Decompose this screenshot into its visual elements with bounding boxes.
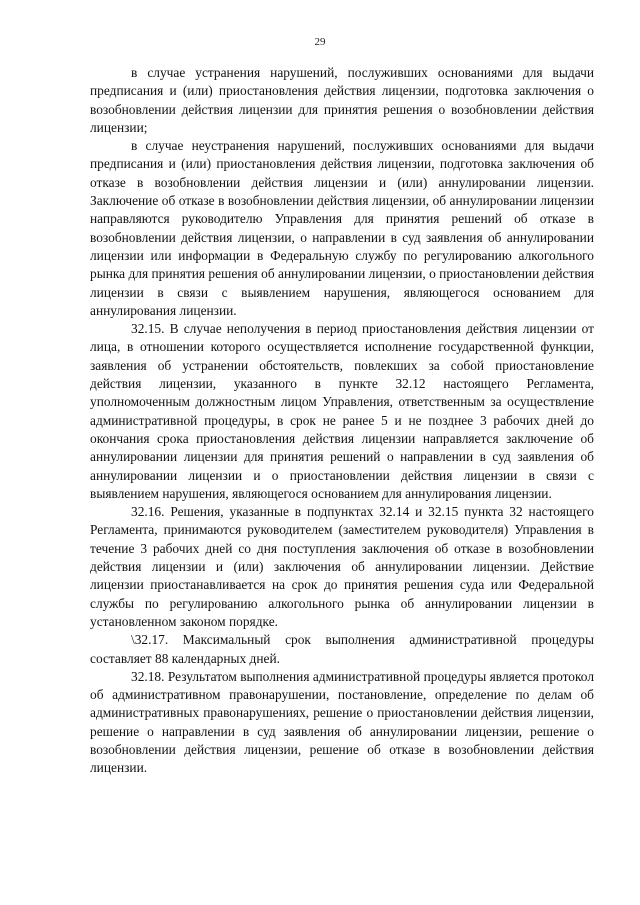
paragraph-remedied-violations: в случае устранения нарушений, послуживших основаниями для выдачи предписания и (или) приостановления действия лицензии, подготовка заключения о возобновлении действия лицензии для принятия решения о возобновлении действия лицензии;: [90, 65, 594, 135]
paragraph-32-18: 32.18. Результатом выполнения административной процедуры является протокол об административном правонарушении, постановление, определение по делам об административных правонарушениях, решение о приостановлении действия лицензии, решение о направлении в суд заявления об аннулировании лицензии, решение о возобновлении действия лицензии, решение об отказе в возобновлении действия лицензии.: [90, 668, 594, 776]
paragraph-32-16: 32.16. Решения, указанные в подпунктах 32.14 и 32.15 пункта 32 настоящего Регламента, принимаются руководителем (заместителем руководителя) Управления в течение 3 рабочих дней со дня поступления заключения об отказе в возобновлении действия лицензии и (или) заключения об аннулировании лицензии. Действие лицензии приостанавливается на срок до принятия решения суда или Федеральной службы по регулированию алкогольного рынка об аннулировании лицензии в установленном законом порядке.: [90, 504, 594, 629]
page-number: 29: [314, 36, 326, 48]
paragraph-unremedied-violations: в случае неустранения нарушений, послуживших основаниями для выдачи предписания и (или) приостановления действия лицензии, подготовка заключения об отказе в возобновлении действия лицензии и (или) аннулировании лицензии. Заключение об отказе в возобновлении действия лицензии, об аннулировании лицензии направляются руководителю Управления для принятия решений об отказе в возобновлении действия лицензии, о направлении в суд заявления об аннулировании лицензии или информации в Федеральную службу по регулированию алкогольного рынка для принятия решения об аннулировании лицензии, о приостановлении действия лицензии в связи с выявлением нарушения, являющегося основанием для аннулирования лицензии.: [90, 138, 594, 318]
document-body: [90, 64, 594, 778]
paragraph-32-15: 32.15. В случае неполучения в период приостановления действия лицензии от лица, в отношении которого осуществляется исполнение государственной функции, заявления об устранении обстоятельств, повлекших за собой приостановление действия лицензии, указанного в пункте 32.12 настоящего Регламента, уполномоченным должностным лицом Управления, ответственным за осуществление административной процедуры, в срок не ранее 5 и не позднее 3 рабочих дней до окончания срока приостановления действия лицензии направляется заключение об аннулировании лицензии для принятия решений о направлении в суд заявления об аннулировании лицензии и о приостановлении действия лицензии в связи с выявлением нарушения, являющегося основанием для аннулирования лицензии.: [90, 321, 594, 501]
paragraph-32-17: \32.17. Максимальный срок выполнения административной процедуры составляет 88 календарных дней.: [90, 632, 594, 666]
